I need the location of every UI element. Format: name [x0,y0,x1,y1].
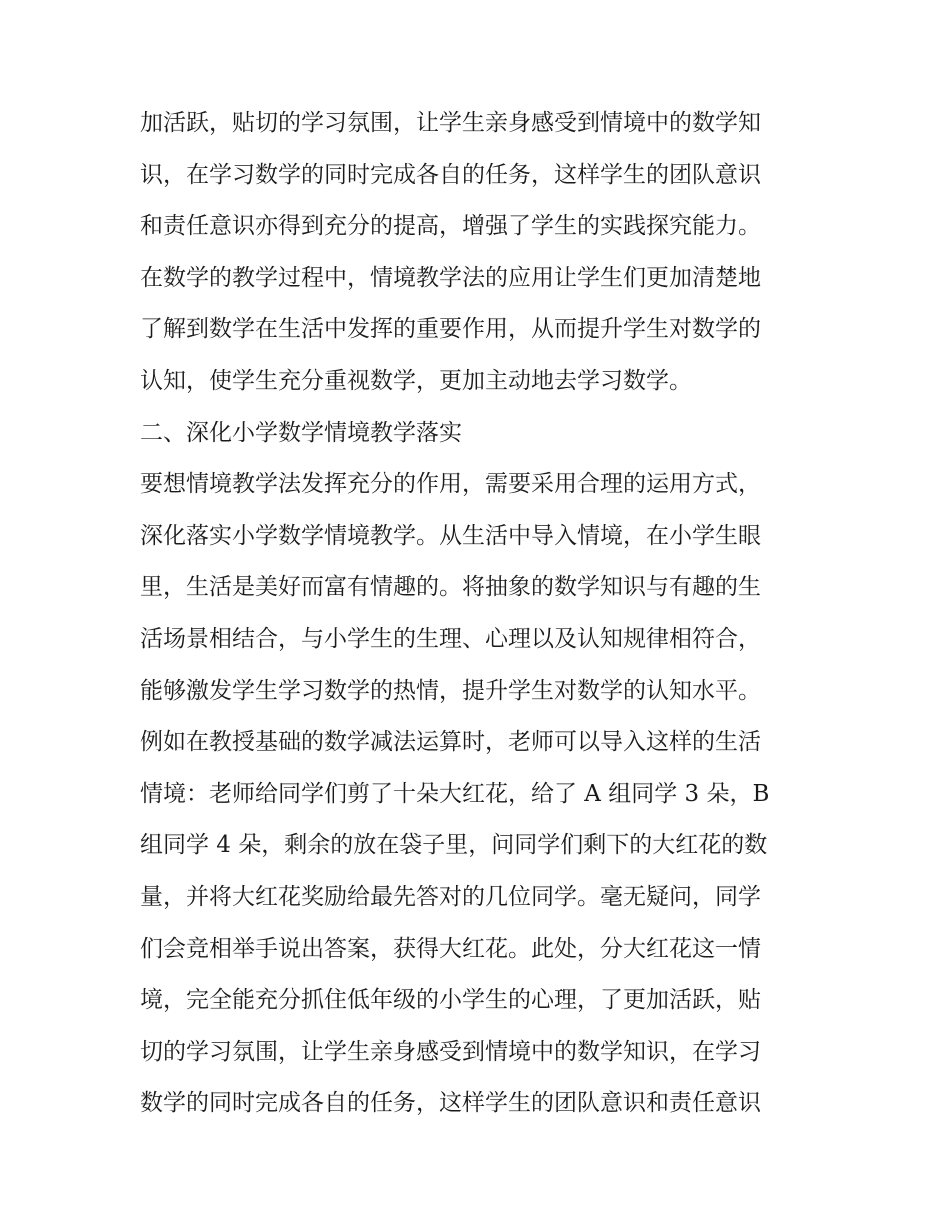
text-line: 里，生活是美好而富有情趣的。将抽象的数学知识与有趣的生 [140,574,761,601]
text-line: 和责任意识亦得到充分的提高，增强了学生的实践探究能力。 [140,213,761,240]
text-line: 境，完全能充分抓住低年级的小学生的心理，了更加活跃，贴 [140,987,761,1014]
section-heading: 二、深化小学数学情境教学落实 [140,419,462,446]
text-line: 数学的同时完成各自的任务，这样学生的团队意识和责任意识 [140,1090,761,1117]
text-line: 识，在学习数学的同时完成各自的任务，这样学生的团队意识 [140,161,761,188]
text-line: 能够激发学生学习数学的热情，提升学生对数学的认知水平。 [140,677,761,704]
body-text [140,98,830,1130]
text-line: 加活跃，贴切的学习氛围，让学生亲身感受到情境中的数学知 [140,110,761,136]
text-line: 例如在教授基础的数学减法运算时，老师可以导入这样的生活 [140,729,761,756]
text-line: 切的学习氛围，让学生亲身感受到情境中的数学知识，在学习 [140,1038,761,1065]
text-line: 活场景相结合，与小学生的生理、心理以及认知规律相符合， [140,625,761,652]
text-line: 认知，使学生充分重视数学，更加主动地去学习数学。 [140,367,692,394]
text-line: 组同学 4 朵，剩余的放在袋子里，问同学们剩下的大红花的数 [140,832,768,859]
text-line: 量，并将大红花奖励给最先答对的几位同学。毫无疑问，同学 [140,883,761,910]
text-line: 情境：老师给同学们剪了十朵大红花，给了 A 组同学 3 朵，B [140,780,770,807]
text-line: 们会竞相举手说出答案，获得大红花。此处，分大红花这一情 [140,935,761,962]
text-line: 深化落实小学数学情境教学。从生活中导入情境，在小学生眼 [140,522,761,549]
text-line: 在数学的教学过程中，情境教学法的应用让学生们更加清楚地 [140,264,761,291]
text-line: 要想情境教学法发挥充分的作用，需要采用合理的运用方式， [140,471,761,498]
text-line: 了解到数学在生活中发挥的重要作用，从而提升学生对数学的 [140,316,761,343]
